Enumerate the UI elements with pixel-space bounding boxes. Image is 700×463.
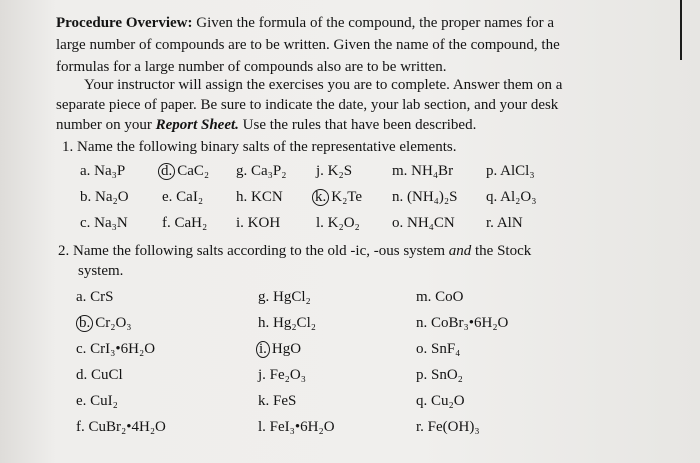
q2-item-f: f. CuBr₂•4H₂O bbox=[76, 419, 166, 435]
q2-item-i: i. HgO bbox=[256, 340, 301, 358]
q2-item-j: j. Fe₂O₃ bbox=[258, 367, 306, 383]
q2-item-d: d. CuCl bbox=[76, 367, 123, 383]
q2-item-o: o. SnF₄ bbox=[416, 341, 461, 357]
q1-item-f: f. CaH₂ bbox=[162, 215, 208, 231]
overview-text-1: Given the formula of the compound, the proper names for a bbox=[196, 15, 555, 31]
q1-item-p: p. AlCl₃ bbox=[486, 163, 535, 179]
q1-item-j: j. K₂S bbox=[316, 163, 353, 179]
q2-item-n: n. CoBr₃•6H₂O bbox=[416, 315, 509, 331]
q1-item-n: n. (NH₄)₂S bbox=[392, 189, 458, 205]
q2-item-g: g. HgCl₂ bbox=[258, 289, 311, 305]
q1-item-e: e. CaI₂ bbox=[162, 189, 204, 205]
q1-item-h: h. KCN bbox=[236, 189, 283, 205]
overview-line-2: large number of compounds are to be written. Given the name of the compound, the bbox=[56, 37, 560, 53]
report-sheet-label: Report Sheet. bbox=[155, 117, 239, 133]
overview-line-1 bbox=[56, 14, 554, 32]
q1-item-m: m. NH₄Br bbox=[392, 163, 454, 179]
q1-item-a: a. Na₃P bbox=[80, 163, 126, 179]
margin-rule bbox=[680, 0, 682, 60]
q1-heading: 1. Name the following binary salts of the representative elements. bbox=[62, 139, 457, 155]
q1-item-q: q. Al₂O₃ bbox=[486, 189, 537, 205]
q2-item-m: m. CoO bbox=[416, 289, 464, 305]
instructions-line-2: separate piece of paper. Be sure to indicate the date, your lab section, and your desk bbox=[56, 97, 559, 113]
procedure-heading: Procedure Overview: bbox=[56, 15, 193, 31]
q1-item-l: l. K₂O₂ bbox=[316, 215, 360, 231]
q1-item-c: c. Na₃N bbox=[80, 215, 128, 231]
q2-item-h: h. Hg₂Cl₂ bbox=[258, 315, 316, 331]
instructions-line-1: Your instructor will assign the exercises you are to complete. Answer them on a bbox=[84, 77, 563, 93]
q2-item-a: a. CrS bbox=[76, 289, 114, 305]
and-italic: and bbox=[448, 243, 472, 259]
circled-letter: k. bbox=[312, 189, 329, 206]
q1-item-i: i. KOH bbox=[236, 215, 281, 231]
circled-letter: i. bbox=[256, 341, 270, 358]
q2-item-l: l. FeI₃•6H₂O bbox=[258, 419, 335, 435]
q2-item-r: r. Fe(OH)₃ bbox=[416, 419, 480, 435]
q2-item-k: k. FeS bbox=[258, 393, 297, 409]
instructions-line-3: number on your Report Sheet. Use the rules that have been described. bbox=[56, 117, 477, 133]
q2-heading: 2. Name the following salts according to the old -ic, -ous system and the Stock bbox=[58, 243, 532, 259]
q2-item-p: p. SnO₂ bbox=[416, 367, 463, 383]
q1-item-d: d. CaC₂ bbox=[158, 162, 209, 180]
circled-letter: b. bbox=[76, 315, 93, 332]
circled-letter: d. bbox=[158, 163, 175, 180]
q1-item-o: o. NH₄CN bbox=[392, 215, 455, 231]
q2-heading-cont: system. bbox=[78, 263, 124, 279]
q1-item-r: r. AlN bbox=[486, 215, 523, 231]
q2-item-e: e. CuI₂ bbox=[76, 393, 118, 409]
q1-item-k: k. K₂Te bbox=[312, 188, 362, 206]
q2-item-q: q. Cu₂O bbox=[416, 393, 465, 409]
overview-line-3: formulas for a large number of compounds also are to be written. bbox=[56, 59, 447, 75]
q1-item-b: b. Na₂O bbox=[80, 189, 129, 205]
q1-item-g: g. Ca₃P₂ bbox=[236, 163, 287, 179]
q2-item-c: c. CrI₃•6H₂O bbox=[76, 341, 156, 357]
q2-item-b: b. Cr₂O₃ bbox=[76, 314, 132, 332]
